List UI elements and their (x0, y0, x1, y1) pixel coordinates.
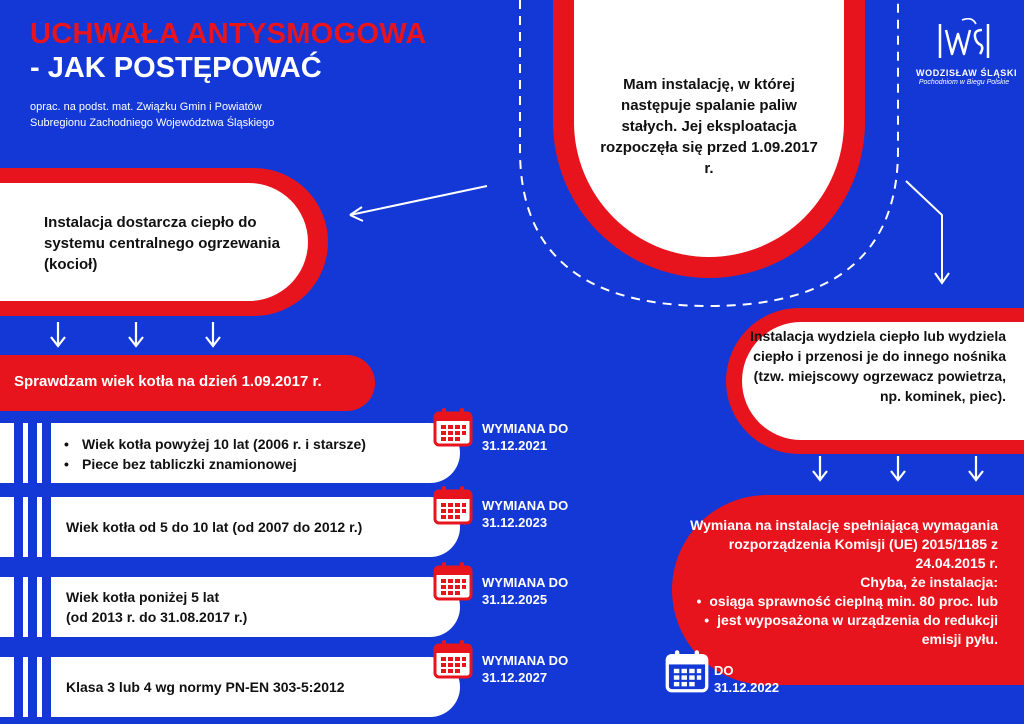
deadline-date: 31.12.2027 (482, 670, 548, 685)
deadline-date: 31.12.2022 (714, 680, 780, 695)
arrow-to-local-heater-icon (906, 181, 949, 283)
subtitle-line2: Subregionu Zachodniego Województwa Śląskiego (30, 117, 275, 129)
local-heater-text: Instalacja wydziela ciepło lub wydziela ciepło i przenosi je do innego nośnika (tzw. miejscowy ogrzewacz powietrza, np. kominek, piec). (750, 328, 1006, 404)
down-arrow-icon (206, 322, 220, 346)
boiler-row-4-text: Klasa 3 lub 4 wg normy PN-EN 303-5:2012 (66, 679, 345, 695)
start-box-text: Mam instalację, w której następuje spalanie paliw stałych. Jej eksploatacja rozpoczęła się przed 1.09.2017 r. (600, 76, 818, 177)
deadline-label: WYMIANA DO (482, 421, 569, 436)
central-heating-text: Instalacja dostarcza ciepło do systemu centralnego ogrzewania (kocioł) (44, 214, 280, 273)
deadline-date: 31.12.2021 (482, 438, 548, 453)
list-item: • Piece bez tabliczki znamionowej (64, 454, 366, 474)
replacement-intro: Wymiana na instalację spełniającą wymagania rozporządzenia Komisji (UE) 2015/1185 z 24.04.2015 r. (690, 517, 998, 571)
deadline-label: WYMIANA DO (482, 653, 569, 668)
down-arrow-icon (129, 322, 143, 346)
list-item: • jest wyposażona w urządzenia do redukcji emisji pyłu. (676, 611, 998, 649)
check-age-text: Sprawdzam wiek kotła na dzień 1.09.2017 r. (14, 373, 322, 390)
dashed-outline (520, 0, 898, 306)
down-arrows-left (51, 322, 220, 346)
boiler-row-2-text: Wiek kotła od 5 do 10 lat (od 2007 do 2012 r.) (66, 519, 363, 535)
down-arrow-icon (813, 456, 827, 480)
deadline-date: 31.12.2025 (482, 592, 548, 607)
page-title-line1: UCHWAŁA ANTYSMOGOWA (30, 18, 427, 50)
list-item: • osiąga sprawność cieplną min. 80 proc. lub (676, 592, 998, 611)
deadline-label: WYMIANA DO (482, 575, 569, 590)
down-arrows-right (813, 456, 983, 480)
down-arrow-icon (891, 456, 905, 480)
down-arrow-icon (51, 322, 65, 346)
deadline-label: DO (714, 663, 734, 678)
deadline-label: WYMIANA DO (482, 498, 569, 513)
down-arrow-icon (969, 456, 983, 480)
replacement-unless: Chyba, że instalacja: (860, 574, 998, 590)
list-item: • Wiek kotła powyżej 10 lat (2006 r. i starsze) (64, 434, 366, 454)
subtitle-line1: oprac. na podst. mat. Związku Gmin i Powiatów (30, 101, 262, 113)
deadline-date: 31.12.2023 (482, 515, 548, 530)
logo-tagline: Pochodniom w Biegu Polskie (918, 79, 1010, 86)
boiler-row-3-line2: (od 2013 r. do 31.08.2017 r.) (66, 609, 248, 625)
logo-name: WODZISŁAW ŚLĄSKI (916, 68, 1018, 78)
page-title-line2: - JAK POSTĘPOWAĆ (30, 52, 322, 84)
arrow-to-central-heating-icon (350, 186, 487, 221)
boiler-row-3-line1: Wiek kotła poniżej 5 lat (66, 589, 220, 605)
